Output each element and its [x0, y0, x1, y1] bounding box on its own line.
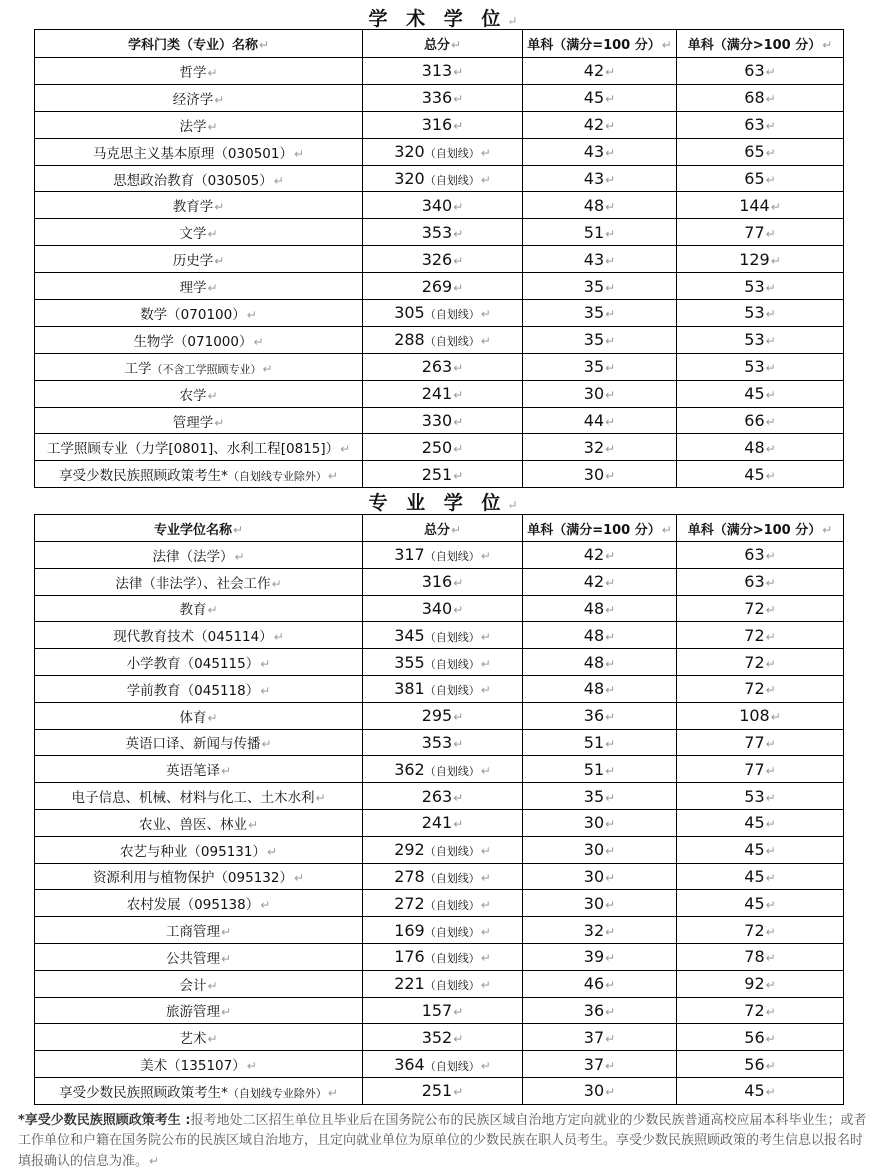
cell-total: 241↵: [363, 380, 523, 407]
cell-name: 理学↵: [35, 273, 363, 300]
self-line-note: （自划线）: [424, 925, 480, 939]
self-line-note: （自划线）: [424, 147, 480, 161]
cell-single-100: 44↵: [523, 407, 677, 434]
cell-single-100: 36↵: [523, 702, 677, 729]
cell-single-over-100: 45↵: [677, 863, 844, 890]
cell-single-over-100: 45↵: [677, 890, 844, 917]
cell-single-over-100: 45↵: [677, 809, 844, 836]
table-row: [35, 809, 844, 836]
self-line-note: （自划线）: [424, 550, 480, 564]
cell-name: 农艺与种业（095131）↵: [35, 836, 363, 863]
cell-total: 355（自划线）↵: [363, 649, 523, 676]
cell-single-100: 37↵: [523, 1051, 677, 1078]
cell-name: 体育↵: [35, 702, 363, 729]
cell-single-100: 42↵: [523, 58, 677, 85]
cell-total: 169（自划线）↵: [363, 917, 523, 944]
cell-single-100: 35↵: [523, 326, 677, 353]
table-row: [35, 380, 844, 407]
cell-single-100: 46↵: [523, 970, 677, 997]
cell-name: 享受少数民族照顾政策考生*（自划线专业除外）↵: [35, 1077, 363, 1104]
cell-name: 工学照顾专业（力学[0801]、水利工程[0815]）↵: [35, 434, 363, 461]
cell-total: 263↵: [363, 353, 523, 380]
cell-name: 哲学↵: [35, 58, 363, 85]
academic-section-title: 学 术 学 位↵: [368, 8, 518, 30]
cell-single-over-100: 72↵: [677, 675, 844, 702]
table-row: [35, 1051, 844, 1078]
cell-name: 公共管理↵: [35, 943, 363, 970]
cell-total: 330↵: [363, 407, 523, 434]
cell-name: 资源利用与植物保护（095132）↵: [35, 863, 363, 890]
cell-single-over-100: 65↵: [677, 165, 844, 192]
table-row: [35, 783, 844, 810]
cell-total: 320（自划线）↵: [363, 165, 523, 192]
cell-total: 340↵: [363, 595, 523, 622]
cell-single-100: 48↵: [523, 622, 677, 649]
cell-single-100: 43↵: [523, 165, 677, 192]
cell-total: 305（自划线）↵: [363, 300, 523, 327]
self-line-note: （自划线）: [424, 979, 480, 993]
cell-single-100: 48↵: [523, 192, 677, 219]
table-row: [35, 756, 844, 783]
cell-single-over-100: 45↵: [677, 1077, 844, 1104]
cell-single-over-100: 63↵: [677, 568, 844, 595]
cell-name: 管理学↵: [35, 407, 363, 434]
cell-single-100: 51↵: [523, 219, 677, 246]
header-name: 专业学位名称↵: [35, 515, 363, 542]
cell-single-over-100: 77↵: [677, 219, 844, 246]
cell-name: 农业、兽医、林业↵: [35, 809, 363, 836]
cell-name: 英语口译、新闻与传播↵: [35, 729, 363, 756]
cell-single-100: 43↵: [523, 246, 677, 273]
cell-name: 法律（非法学）、社会工作↵: [35, 568, 363, 595]
cell-single-100: 32↵: [523, 434, 677, 461]
cell-single-100: 48↵: [523, 649, 677, 676]
self-line-note: （自划线）: [424, 764, 480, 778]
cell-single-100: 30↵: [523, 809, 677, 836]
self-line-note: （自划线）: [424, 898, 480, 912]
professional-section-title: 专 业 学 位↵: [368, 492, 518, 514]
cell-name: 农学↵: [35, 380, 363, 407]
cell-name: 教育↵: [35, 595, 363, 622]
self-line-note: （自划线）: [424, 657, 480, 671]
cell-single-100: 30↵: [523, 863, 677, 890]
cell-single-over-100: 108↵: [677, 702, 844, 729]
cell-name: 经济学↵: [35, 84, 363, 111]
table-row: [35, 702, 844, 729]
self-line-note: （自划线）: [424, 1059, 480, 1073]
table-row: [35, 273, 844, 300]
cell-single-over-100: 53↵: [677, 273, 844, 300]
cell-total: 221（自划线）↵: [363, 970, 523, 997]
cell-name: 享受少数民族照顾政策考生*（自划线专业除外）↵: [35, 461, 363, 488]
cell-single-over-100: 45↵: [677, 461, 844, 488]
table-row: [35, 622, 844, 649]
table-header-row: [35, 30, 844, 58]
table-row: [35, 890, 844, 917]
header-total: 总分↵: [363, 515, 523, 542]
cell-total: 251↵: [363, 1077, 523, 1104]
table-row: [35, 729, 844, 756]
table-row: [35, 1077, 844, 1104]
cell-single-over-100: 53↵: [677, 783, 844, 810]
cell-single-100: 45↵: [523, 84, 677, 111]
cell-total: 381（自划线）↵: [363, 675, 523, 702]
cell-single-over-100: 144↵: [677, 192, 844, 219]
cell-single-over-100: 72↵: [677, 595, 844, 622]
table-row: [35, 568, 844, 595]
cell-single-100: 37↵: [523, 1024, 677, 1051]
cell-single-over-100: 92↵: [677, 970, 844, 997]
cell-total: 345（自划线）↵: [363, 622, 523, 649]
table-row: [35, 595, 844, 622]
cell-total: 364（自划线）↵: [363, 1051, 523, 1078]
cell-single-over-100: 45↵: [677, 380, 844, 407]
name-suffix: （自划线专业除外）: [227, 1086, 327, 1100]
table-header-row: [35, 515, 844, 542]
cell-total: 317（自划线）↵: [363, 542, 523, 569]
table-row: [35, 970, 844, 997]
table-row: [35, 1024, 844, 1051]
cell-single-100: 51↵: [523, 729, 677, 756]
cell-single-100: 43↵: [523, 138, 677, 165]
self-line-note: （自划线）: [424, 684, 480, 698]
cell-total: 157↵: [363, 997, 523, 1024]
cell-single-100: 36↵: [523, 997, 677, 1024]
cell-total: 241↵: [363, 809, 523, 836]
cell-single-over-100: 63↵: [677, 111, 844, 138]
cell-name: 英语笔译↵: [35, 756, 363, 783]
table-row: [35, 917, 844, 944]
table-row: [35, 84, 844, 111]
cell-single-over-100: 78↵: [677, 943, 844, 970]
cell-single-over-100: 129↵: [677, 246, 844, 273]
cell-total: 295↵: [363, 702, 523, 729]
table-row: [35, 326, 844, 353]
cell-name: 美术（135107）↵: [35, 1051, 363, 1078]
cell-total: 353↵: [363, 219, 523, 246]
name-suffix: （自划线专业除外）: [227, 470, 327, 484]
cell-single-over-100: 56↵: [677, 1024, 844, 1051]
cell-single-over-100: 48↵: [677, 434, 844, 461]
header-name: 学科门类（专业）名称↵: [35, 30, 363, 58]
footnote-text: 报考地处二区招生单位且毕业后在国务院公布的民族区域自治地方定向就业的少数民族普通高校应届本科毕业生；或者工作单位和户籍在国务院公布的民族区域自治地方，且定向就业单位为原单位的少数民族在职人员考生。享受少数民族照顾政策的考生信息以报名时填报确认的信息为准。: [18, 1113, 867, 1169]
cell-name: 法律（法学）↵: [35, 542, 363, 569]
table-row: [35, 997, 844, 1024]
cell-name: 历史学↵: [35, 246, 363, 273]
cell-name: 电子信息、机械、材料与化工、土木水利↵: [35, 783, 363, 810]
cell-total: 353↵: [363, 729, 523, 756]
cell-name: 法学↵: [35, 111, 363, 138]
cell-total: 292（自划线）↵: [363, 836, 523, 863]
table-row: [35, 165, 844, 192]
cell-total: 336↵: [363, 84, 523, 111]
cell-single-100: 48↵: [523, 595, 677, 622]
cell-total: 316↵: [363, 568, 523, 595]
cell-single-over-100: 63↵: [677, 542, 844, 569]
table-row: [35, 58, 844, 85]
table-row: [35, 192, 844, 219]
header-single-100: 单科（满分=100 分）↵: [523, 30, 677, 58]
academic-score-table: [34, 29, 844, 488]
footnote: *享受少数民族照顾政策考生 :报考地处二区招生单位且毕业后在国务院公布的民族区域自治地方定向就业的少数民族普通高校应届本科毕业生；或者工作单位和户籍在国务院公布的民族区域自治地方，且定向就业单位为原单位的少数民族在职人员考生。享受少数民族照顾政策的考生信息以报名时填报确认的信息为准。↵: [18, 1113, 867, 1169]
cell-total: 250↵: [363, 434, 523, 461]
table-row: [35, 246, 844, 273]
table-row: [35, 111, 844, 138]
cell-total: 313↵: [363, 58, 523, 85]
cell-single-100: 35↵: [523, 353, 677, 380]
cell-name: 农村发展（095138）↵: [35, 890, 363, 917]
cell-name: 小学教育（045115）↵: [35, 649, 363, 676]
table-row: [35, 943, 844, 970]
header-single-over-100: 单科（满分>100 分）↵: [677, 515, 844, 542]
cell-name: 艺术↵: [35, 1024, 363, 1051]
cell-single-100: 51↵: [523, 756, 677, 783]
cell-single-100: 35↵: [523, 300, 677, 327]
self-line-note: （自划线）: [424, 335, 480, 349]
table-row: [35, 649, 844, 676]
cell-single-over-100: 77↵: [677, 729, 844, 756]
cell-name: 会计↵: [35, 970, 363, 997]
cell-single-over-100: 66↵: [677, 407, 844, 434]
cell-single-100: 30↵: [523, 890, 677, 917]
table-row: [35, 863, 844, 890]
cell-name: 生物学（071000）↵: [35, 326, 363, 353]
cell-single-100: 48↵: [523, 675, 677, 702]
cell-total: 362（自划线）↵: [363, 756, 523, 783]
cell-total: 316↵: [363, 111, 523, 138]
cell-name: 教育学↵: [35, 192, 363, 219]
cell-total: 272（自划线）↵: [363, 890, 523, 917]
cell-total: 320（自划线）↵: [363, 138, 523, 165]
cell-name: 工学（不含工学照顾专业）↵: [35, 353, 363, 380]
cell-single-100: 42↵: [523, 542, 677, 569]
header-single-over-100: 单科（满分>100 分）↵: [677, 30, 844, 58]
table-row: [35, 461, 844, 488]
cell-single-100: 30↵: [523, 380, 677, 407]
cell-single-100: 35↵: [523, 273, 677, 300]
footnote-lead: *享受少数民族照顾政策考生 :: [18, 1113, 191, 1128]
cell-name: 数学（070100）↵: [35, 300, 363, 327]
cell-total: 251↵: [363, 461, 523, 488]
table-row: [35, 353, 844, 380]
header-total: 总分↵: [363, 30, 523, 58]
cell-total: 326↵: [363, 246, 523, 273]
cell-total: 263↵: [363, 783, 523, 810]
table-row: [35, 836, 844, 863]
cell-name: 文学↵: [35, 219, 363, 246]
cell-total: 269↵: [363, 273, 523, 300]
cell-single-100: 42↵: [523, 111, 677, 138]
cell-single-100: 39↵: [523, 943, 677, 970]
cell-single-over-100: 72↵: [677, 917, 844, 944]
name-suffix: （不含工学照顾专业）: [151, 362, 262, 376]
header-single-100: 单科（满分=100 分）↵: [523, 515, 677, 542]
cell-single-over-100: 53↵: [677, 353, 844, 380]
cell-single-100: 32↵: [523, 917, 677, 944]
cell-single-100: 30↵: [523, 836, 677, 863]
table-row: [35, 434, 844, 461]
cell-single-over-100: 72↵: [677, 622, 844, 649]
cell-single-over-100: 56↵: [677, 1051, 844, 1078]
self-line-note: （自划线）: [424, 871, 480, 885]
table-row: [35, 219, 844, 246]
cell-name: 马克思主义基本原理（030501）↵: [35, 138, 363, 165]
cell-name: 旅游管理↵: [35, 997, 363, 1024]
cell-single-over-100: 68↵: [677, 84, 844, 111]
cell-total: 176（自划线）↵: [363, 943, 523, 970]
cell-name: 学前教育（045118）↵: [35, 675, 363, 702]
self-line-note: （自划线）: [424, 630, 480, 644]
cell-single-over-100: 77↵: [677, 756, 844, 783]
cell-name: 工商管理↵: [35, 917, 363, 944]
cell-single-100: 30↵: [523, 1077, 677, 1104]
cell-single-over-100: 72↵: [677, 649, 844, 676]
table-row: [35, 138, 844, 165]
cell-total: 340↵: [363, 192, 523, 219]
cell-single-100: 42↵: [523, 568, 677, 595]
self-line-note: （自划线）: [424, 308, 480, 322]
professional-score-table: [34, 514, 844, 1105]
cell-total: 352↵: [363, 1024, 523, 1051]
cell-total: 288（自划线）↵: [363, 326, 523, 353]
table-row: [35, 542, 844, 569]
cell-single-over-100: 72↵: [677, 997, 844, 1024]
self-line-note: （自划线）: [424, 952, 480, 966]
cell-single-over-100: 63↵: [677, 58, 844, 85]
cell-single-100: 35↵: [523, 783, 677, 810]
table-row: [35, 407, 844, 434]
cell-single-over-100: 45↵: [677, 836, 844, 863]
cell-single-over-100: 53↵: [677, 326, 844, 353]
cell-single-100: 30↵: [523, 461, 677, 488]
cell-name: 思想政治教育（030505）↵: [35, 165, 363, 192]
self-line-note: （自划线）: [424, 174, 480, 187]
table-row: [35, 675, 844, 702]
self-line-note: （自划线）: [424, 845, 480, 859]
cell-single-over-100: 65↵: [677, 138, 844, 165]
table-row: [35, 300, 844, 327]
cell-total: 278（自划线）↵: [363, 863, 523, 890]
cell-single-over-100: 53↵: [677, 300, 844, 327]
cell-name: 现代教育技术（045114）↵: [35, 622, 363, 649]
